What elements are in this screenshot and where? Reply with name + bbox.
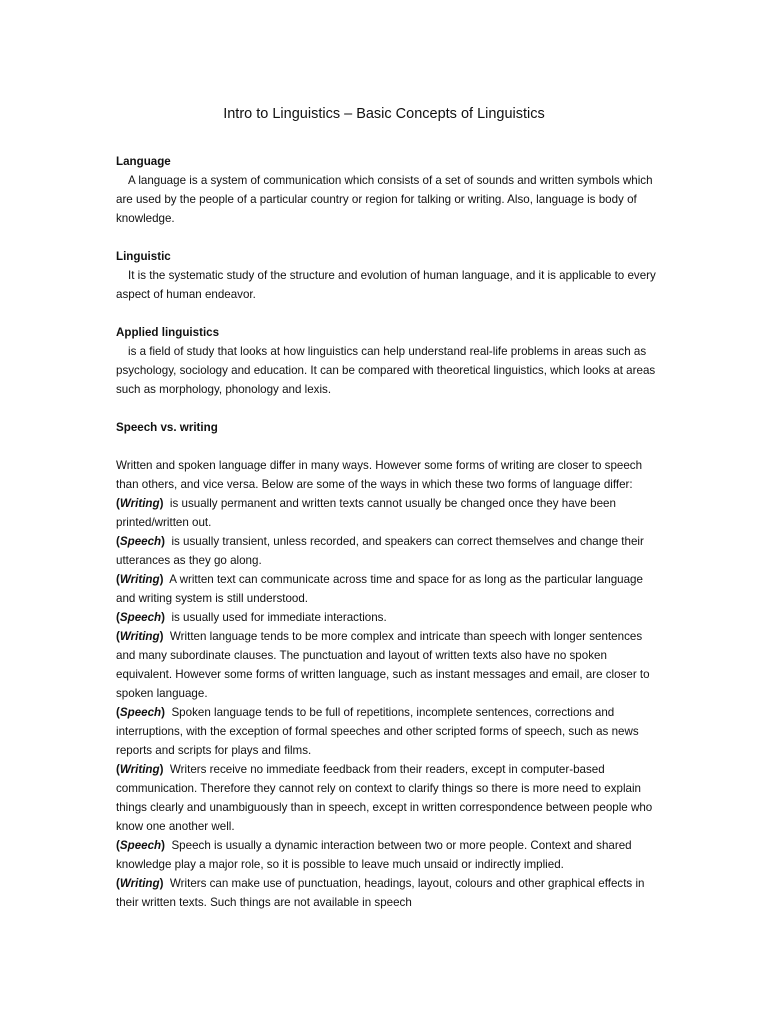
section-linguistic <box>116 247 656 304</box>
section-applied-linguistics <box>116 323 656 399</box>
comparison-item <box>116 608 656 627</box>
comparison-label: (Speech) <box>116 706 165 719</box>
comparison-text: A written text can communicate across time and space for as long as the particular language and writing system is still understood. <box>116 573 643 605</box>
comparison-item <box>116 570 656 608</box>
comparison-label: (Speech) <box>116 611 165 624</box>
comparison-label: (Writing) <box>116 497 164 510</box>
section-heading: Speech vs. writing <box>116 421 218 434</box>
comparison-item <box>116 703 656 760</box>
section-intro: Written and spoken language differ in many ways. However some forms of writing are closer to speech than others, and vice versa. Below are some of the ways in which these two forms of language differ: <box>116 459 643 491</box>
comparison-item <box>116 836 656 874</box>
section-heading: Language <box>116 155 171 168</box>
comparison-label: (Writing) <box>116 573 164 586</box>
comparison-text: Written language tends to be more complex and intricate than speech with longer sentences and many subordinate clauses. The punctuation and layout of written texts also have no spoken equivalent. However some forms of written language, such as instant messages and email, are closer to spoken language. <box>116 630 650 700</box>
document-title: Intro to Linguistics – Basic Concepts of Linguistics <box>223 106 545 122</box>
comparison-label: (Writing) <box>116 763 164 776</box>
comparison-label: (Writing) <box>116 877 164 890</box>
comparison-item <box>116 874 656 912</box>
comparison-text: Writers can make use of punctuation, headings, layout, colours and other graphical effects in their written texts. Such things are not available in speech <box>116 877 645 909</box>
comparison-item <box>116 760 656 836</box>
section-paragraph: is a field of study that looks at how linguistics can help understand real-life problems in areas such as psychology, sociology and education. It can be compared with theoretical linguistics, which looks at areas such as morphology, phonology and lexis. <box>116 345 656 396</box>
section-speech-vs-writing <box>116 418 656 912</box>
comparison-label: (Writing) <box>116 630 164 643</box>
comparison-item <box>116 494 656 532</box>
comparison-text: Spoken language tends to be full of repetitions, incomplete sentences, corrections and interruptions, with the exception of formal speeches and other scripted forms of speech, such as news reports and scripts for plays and films. <box>116 706 639 757</box>
section-paragraph: It is the systematic study of the structure and evolution of human language, and it is applicable to every aspect of human endeavor. <box>116 269 656 301</box>
section-heading: Linguistic <box>116 250 171 263</box>
comparison-text: is usually used for immediate interactions. <box>171 611 387 624</box>
comparison-text: is usually permanent and written texts cannot usually be changed once they have been printed/written out. <box>116 497 616 529</box>
comparison-text: is usually transient, unless recorded, and speakers can correct themselves and change their utterances as they go along. <box>116 535 644 567</box>
comparison-label: (Speech) <box>116 535 165 548</box>
section-heading: Applied linguistics <box>116 326 220 339</box>
comparison-text: Writers receive no immediate feedback from their readers, except in computer-based communication. Therefore they cannot rely on context to clarify things so there is more need to explain things clearly and unambiguously than in speech, except in written correspondence between people who know one another well. <box>116 763 653 833</box>
section-language <box>116 152 656 228</box>
comparison-text: Speech is usually a dynamic interaction between two or more people. Context and shared knowledge play a major role, so it is possible to leave much unsaid or indirectly implied. <box>116 839 632 871</box>
section-paragraph: A language is a system of communication which consists of a set of sounds and written symbols which are used by the people of a particular country or region for talking or writing. Also, language is body of knowledge. <box>116 174 653 225</box>
comparison-item <box>116 532 656 570</box>
comparison-label: (Speech) <box>116 839 165 852</box>
comparison-item <box>116 627 656 703</box>
document-body <box>116 152 656 912</box>
